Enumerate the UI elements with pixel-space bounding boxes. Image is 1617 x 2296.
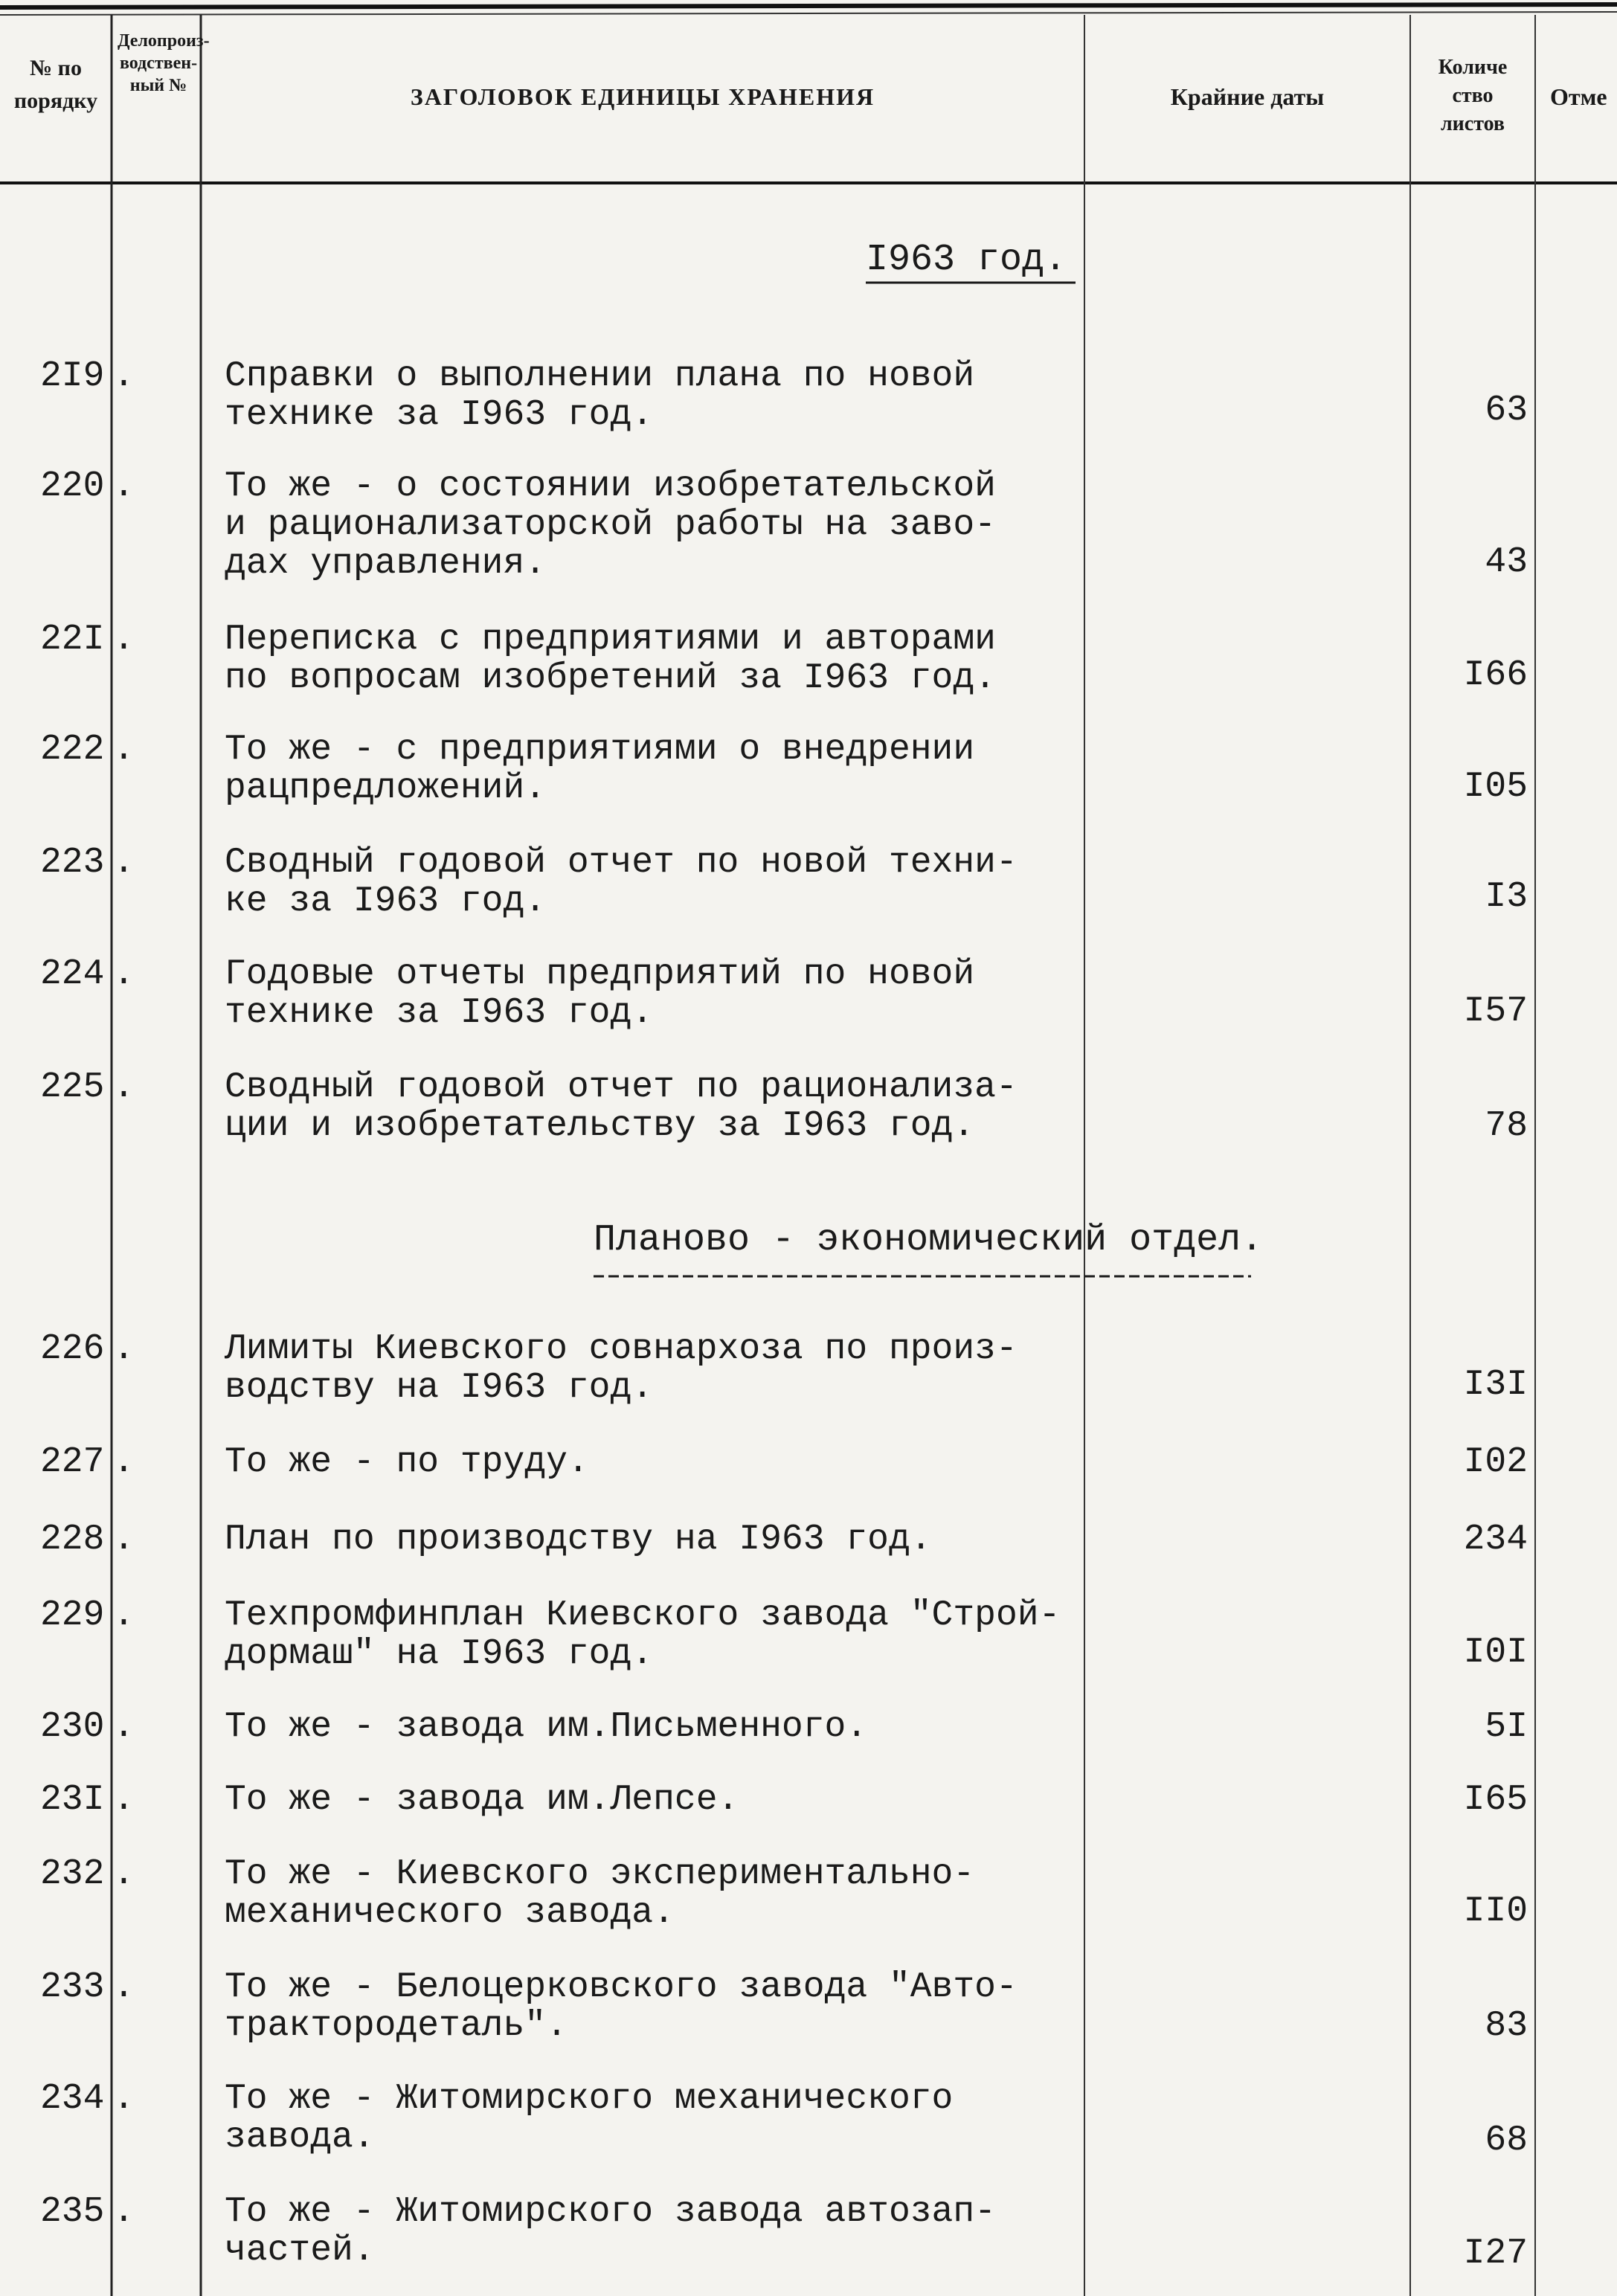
row-title: Переписка с предприятиями и авторами по вопросам изобретений за I963 год. — [225, 620, 996, 698]
header-col-number: № по порядку — [13, 56, 98, 113]
row-number: 228 — [40, 1520, 105, 1560]
row-sheets: I65 — [1463, 1780, 1528, 1820]
row-dot: . — [113, 843, 135, 883]
row-number: 23I — [40, 1780, 105, 1820]
row-title: То же - Киевского экспериментально- механического завода. — [225, 1854, 975, 1933]
row-number: 2I9 — [40, 356, 105, 396]
row-sheets: I66 — [1463, 655, 1528, 695]
row-title: План по производству на I963 год. — [225, 1520, 932, 1560]
row-sheets: I02 — [1463, 1442, 1528, 1482]
row-title: То же - завода им.Лепсе. — [225, 1780, 739, 1820]
row-number: 225 — [40, 1067, 105, 1107]
row-number: 234 — [40, 2079, 105, 2119]
row-title: То же - завода им.Письменного. — [225, 1707, 868, 1747]
header-col-sheets: Количе ство листов — [1438, 56, 1508, 135]
row-dot: . — [113, 1707, 135, 1747]
row-dot: . — [113, 1595, 135, 1636]
row-sheets: I27 — [1463, 2234, 1528, 2274]
row-sheets: I0I — [1463, 1633, 1528, 1673]
row-dot: . — [113, 466, 135, 507]
row-number: 224 — [40, 954, 105, 994]
header-col-dates: Крайние даты — [1170, 83, 1325, 110]
row-dot: . — [113, 1067, 135, 1107]
section-year-heading: I963 год. — [866, 239, 1067, 281]
section-department-heading: Планово - экономический отдел. — [594, 1219, 1264, 1261]
row-sheets: 63 — [1485, 390, 1528, 431]
header-col-title: ЗАГОЛОВОК ЕДИНИЦЫ ХРАНЕНИЯ — [410, 83, 875, 110]
row-dot: . — [113, 356, 135, 396]
row-title: Годовые отчеты предприятий по новой технике за I963 год. — [225, 954, 975, 1033]
row-number: 229 — [40, 1595, 105, 1636]
header-col-office-number: Делопроиз- водствен- ный № — [118, 31, 210, 95]
row-sheets: 78 — [1485, 1106, 1528, 1146]
row-number: 232 — [40, 1854, 105, 1894]
row-title: Лимиты Киевского совнархоза по произ- водству на I963 год. — [225, 1329, 1018, 1408]
row-number: 233 — [40, 1967, 105, 2007]
row-sheets: I05 — [1463, 767, 1528, 807]
row-title: Сводный годовой отчет по новой техни- ке за I963 год. — [225, 843, 1018, 922]
row-number: 230 — [40, 1707, 105, 1747]
row-title: Сводный годовой отчет по рационализа- ции и изобретательству за I963 год. — [225, 1067, 1018, 1146]
row-title: Справки о выполнении плана по новой технике за I963 год. — [225, 356, 975, 435]
row-dot: . — [113, 2079, 135, 2119]
row-dot: . — [113, 1442, 135, 1482]
row-title: То же - с предприятиями о внедрении рацпредложений. — [225, 730, 975, 808]
row-number: 235 — [40, 2192, 105, 2232]
row-title: То же - по труду. — [225, 1442, 589, 1482]
row-dot: . — [113, 2192, 135, 2232]
row-number: 220 — [40, 466, 105, 507]
row-dot: . — [113, 1520, 135, 1560]
row-number: 227 — [40, 1442, 105, 1482]
row-number: 222 — [40, 730, 105, 770]
row-dot: . — [113, 1780, 135, 1820]
row-sheets: 83 — [1485, 2006, 1528, 2046]
row-sheets: 234 — [1463, 1520, 1528, 1560]
row-title: То же - Житомирского механического завода. — [225, 2079, 954, 2158]
row-title: Техпромфинплан Киевского завода "Строй- дормаш" на I963 год. — [225, 1595, 1061, 1674]
row-sheets: I57 — [1463, 991, 1528, 1032]
row-dot: . — [113, 1967, 135, 2007]
row-title: То же - Белоцерковского завода "Авто- трактородеталь". — [225, 1967, 1018, 2046]
row-sheets: I3 — [1485, 877, 1528, 917]
row-title: То же - о состоянии изобретательской и рационализаторской работы на заво- дах управления. — [225, 466, 996, 584]
row-dot: . — [113, 1329, 135, 1369]
row-sheets: 5I — [1485, 1707, 1528, 1747]
row-title: То же - Житомирского завода автозап- частей. — [225, 2192, 996, 2271]
row-sheets: I3I — [1463, 1365, 1528, 1405]
row-dot: . — [113, 954, 135, 994]
row-dot: . — [113, 1854, 135, 1894]
row-sheets: 43 — [1485, 542, 1528, 582]
header-col-notes: Отме — [1550, 83, 1607, 110]
row-sheets: 68 — [1485, 2120, 1528, 2161]
row-number: 226 — [40, 1329, 105, 1369]
row-number: 223 — [40, 843, 105, 883]
row-dot: . — [113, 620, 135, 660]
row-dot: . — [113, 730, 135, 770]
row-number: 22I — [40, 620, 105, 660]
row-sheets: II0 — [1463, 1891, 1528, 1932]
